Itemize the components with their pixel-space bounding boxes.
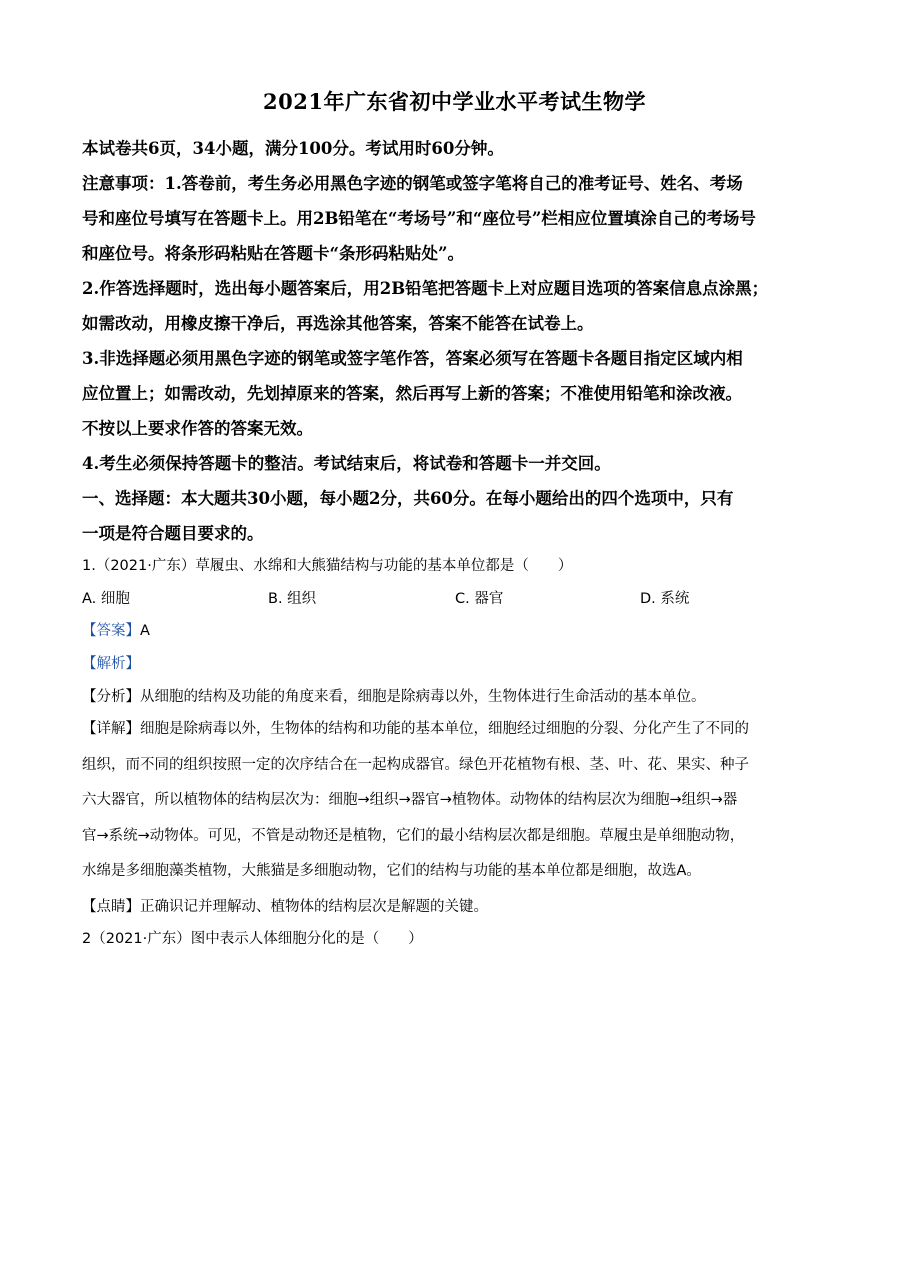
instruction-line: 应位置上；如需改动，先划掉原来的答案，然后再写上新的答案；不准使用铅笔和涂改液。 xyxy=(82,384,742,403)
option-b: B. 组织 xyxy=(268,591,317,607)
fenxi-tag: 【分析】 xyxy=(82,689,140,705)
instruction-line: 号和座位号填写在答题卡上。用2B铅笔在“考场号”和“座位号”栏相应位置填涂自己的考场号 xyxy=(82,209,756,228)
section-heading: 一项是符合题目要求的。 xyxy=(82,524,264,543)
section-heading: 一、选择题：本大题共30小题，每小题2分，共60分。在每小题给出的四个选项中，只有 xyxy=(82,489,734,508)
xiangjie-line: 官→系统→动物体。可见，不管是动物还是植物，它们的最小结构层次都是细胞。草履虫是单细胞动物， xyxy=(82,827,745,844)
xiangjie-tag: 【详解】 xyxy=(82,721,140,737)
xiangjie-text: 细胞是除病毒以外，生物体的结构和功能的基本单位，细胞经过细胞的分裂、分化产生了不同的 xyxy=(140,721,749,737)
fenxi-text: 从细胞的结构及功能的角度来看，细胞是除病毒以外，生物体进行生命活动的基本单位。 xyxy=(140,689,706,705)
instruction-line: 和座位号。将条形码粘贴在答题卡“条形码粘贴处”。 xyxy=(82,244,464,263)
page-title: 2021年广东省初中学业水平考试生物学 xyxy=(263,89,646,114)
question-2-stem: 2（2021·广东）图中表示人体细胞分化的是（ ） xyxy=(82,931,423,947)
instruction-line: 2.作答选择题时，选出每小题答案后，用2B铅笔把答题卡上对应题目选项的答案信息点涂黑； xyxy=(82,279,769,298)
instruction-line: 4.考生必须保持答题卡的整洁。考试结束后，将试卷和答题卡一并交回。 xyxy=(82,454,611,473)
analysis-tag: 【解析】 xyxy=(82,656,140,672)
dianjing-text: 正确识记并理解动、植物体的结构层次是解题的关键。 xyxy=(140,899,488,915)
fenxi-line xyxy=(82,686,706,708)
instruction-line: 不按以上要求作答的答案无效。 xyxy=(82,419,313,438)
dianjing-tag: 【点睛】 xyxy=(82,899,140,915)
answer-tag: 【答案】 xyxy=(82,623,140,639)
xiangjie-paragraph xyxy=(82,712,827,890)
instructions-block xyxy=(82,131,842,551)
question-1-stem: 1.（2021·广东）草履虫、水绵和大熊猫结构与功能的基本单位都是（ ） xyxy=(82,558,573,574)
answer-line xyxy=(82,620,150,642)
question-1-options xyxy=(82,588,842,610)
instruction-line: 如需改动，用橡皮擦干净后，再选涂其他答案，答案不能答在试卷上。 xyxy=(82,314,594,333)
answer-value: A xyxy=(140,623,150,639)
instruction-line: 注意事项：1.答卷前，考生务必用黑色字迹的钢笔或签字笔将自己的准考证号、姓名、考场 xyxy=(82,174,743,193)
dianjing-line xyxy=(82,896,488,918)
option-a: A. 细胞 xyxy=(82,591,130,607)
xiangjie-line xyxy=(82,712,827,748)
xiangjie-line: 六大器官，所以植物体的结构层次为：细胞→组织→器官→植物体。动物体的结构层次为细胞→组织→器 xyxy=(82,792,738,808)
xiangjie-line: 水绵是多细胞藻类植物，大熊猫是多细胞动物，它们的结构与功能的基本单位都是细胞，故选A。 xyxy=(82,863,701,879)
instruction-line: 3.非选择题必须用黑色字迹的钢笔或签字笔作答，答案必须写在答题卡各题目指定区域内相 xyxy=(82,349,743,368)
option-c: C. 器官 xyxy=(455,591,504,607)
xiangjie-line: 组织，而不同的组织按照一定的次序结合在一起构成器官。绿色开花植物有根、茎、叶、花、果实、种子 xyxy=(82,756,749,773)
instruction-line: 本试卷共6页，34小题，满分100分。考试用时60分钟。 xyxy=(82,139,504,158)
option-d: D. 系统 xyxy=(640,591,690,607)
analysis-line xyxy=(82,653,140,675)
